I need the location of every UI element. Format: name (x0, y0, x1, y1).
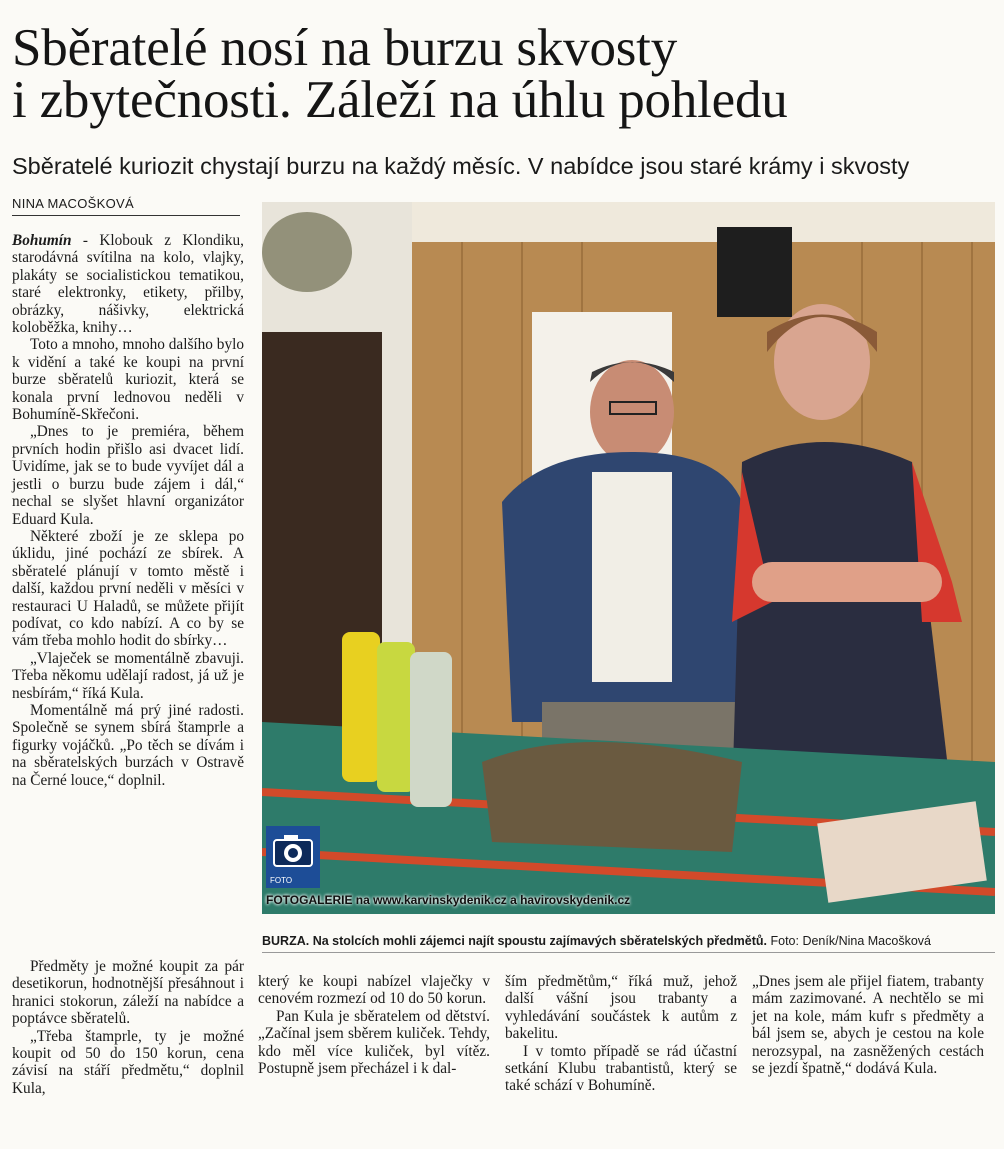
article-column-1-bottom (12, 958, 244, 1097)
article-photo (262, 202, 995, 914)
photo-illustration (262, 202, 995, 914)
paragraph: „Třeba štamprle, ty je možné koupit od 50 do 150 korun, cena závisí na stáří předmětu,“ doplnil Kula, (12, 1027, 244, 1097)
dateline-place: Bohumín (12, 232, 72, 249)
caption-label: BURZA. (262, 934, 310, 948)
subheadline: Sběratelé kuriozit chystají burzu na každý měsíc. V nabídce jsou staré krámy i skvosty (12, 153, 910, 179)
headline-line-2: i zbytečnosti. Záleží na úhlu pohledu (12, 71, 788, 129)
photo-caption (262, 934, 995, 953)
paragraph: Toto a mnoho, mnoho dalšího bylo k vidění a také ke koupi na první burze sběratelů kuriozit, která se konala první lednovou neděli v Bohumíně-Skřečoni. (12, 336, 244, 424)
paragraph: „Dnes to je premiéra, během prvních hodin přišlo asi dvacet lidí. Uvidíme, jak se to bude vyvíjet dál a jestli o burzu bude zájem i dál,“ nechal se slyšet hlavní organizátor Eduard Kula. (12, 423, 244, 528)
article-column-4 (752, 973, 984, 1077)
paragraph: ším předmětům,“ říká muž, jehož další vášní jsou trabanty a vyhledávání součástek k autům z bakelitu. (505, 973, 737, 1043)
headline (12, 19, 997, 129)
paragraph-text: - Klobouk z Klondiku, starodávná svítilna na kolo, vlajky, plakáty se socialistickou tematikou, staré elektronky, etikety, přilby, obrázky, nášivky, elektrická koloběžka, knihy… (12, 232, 244, 337)
camera-icon (266, 826, 320, 888)
paragraph: který ke koupi nabízel vlaječky v cenovém rozmezí od 10 do 50 korun. (258, 973, 490, 1008)
paragraph: Některé zboží je ze sklepa po úklidu, jiné pochází ze sbírek. A sběratelé plánují v tomto městě i další, každou první neděli v měsíci v restauraci U Haladů, se můžete přijít podívat, co kdo nabízí. A co by se vám třeba mohlo hodit do sbírky… (12, 527, 244, 650)
camera-label: FOTO (270, 876, 293, 885)
photo-gallery-link[interactable]: FOTOGALERIE na www.karvinskydenik.cz a havirovskydenik.cz (266, 893, 631, 907)
article-column-2 (258, 973, 490, 1077)
byline: NINA MACOŠKOVÁ (12, 196, 240, 216)
paragraph: Předměty je možné koupit za pár desetikorun, hodnotnější přesáhnout i hranici stokorun, záleží na nabídce a poptávce sběratelů. (12, 958, 244, 1028)
article-column-3 (505, 973, 737, 1095)
paragraph: Pan Kula je sběratelem od dětství. „Začínal jsem sběrem kuliček. Tehdy, kdo měl více kuliček, byl vítěz. Postupně jsem přecházel i k dal- (258, 1007, 490, 1078)
paragraph: Momentálně má prý jiné radosti. Společně se synem sbírá štamprle a figurky vojáčků. „Po těch se dívám i na sběratelských burzách v Ostravě na Černé louce,“ doplnil. (12, 701, 244, 789)
caption-credit: Foto: Deník/Nina Macošková (767, 934, 931, 948)
paragraph (12, 232, 244, 336)
paragraph: „Dnes jsem ale přijel fiatem, trabanty mám zazimované. A nechtělo se mi jet na kole, mám kufr s předměty a bál jsem se, abych je cestou na kole nerozsypal, na zasněžených cestách se jezdí špatně,“ dodává Kula. (752, 973, 984, 1078)
article-column-1 (12, 232, 244, 789)
caption-text: Na stolcích mohli zájemci najít spoustu zajímavých sběratelských předmětů. (309, 934, 768, 948)
headline-line-1: Sběratelé nosí na burzu skvosty (12, 19, 677, 77)
paragraph: I v tomto případě se rád účastní setkání Klubu trabantistů, který se také schází v Bohumíně. (505, 1042, 737, 1095)
paragraph: „Vlaječek se momentálně zbavuji. Třeba někomu udělají radost, já už je nesbírám,“ říká Kula. (12, 649, 244, 702)
